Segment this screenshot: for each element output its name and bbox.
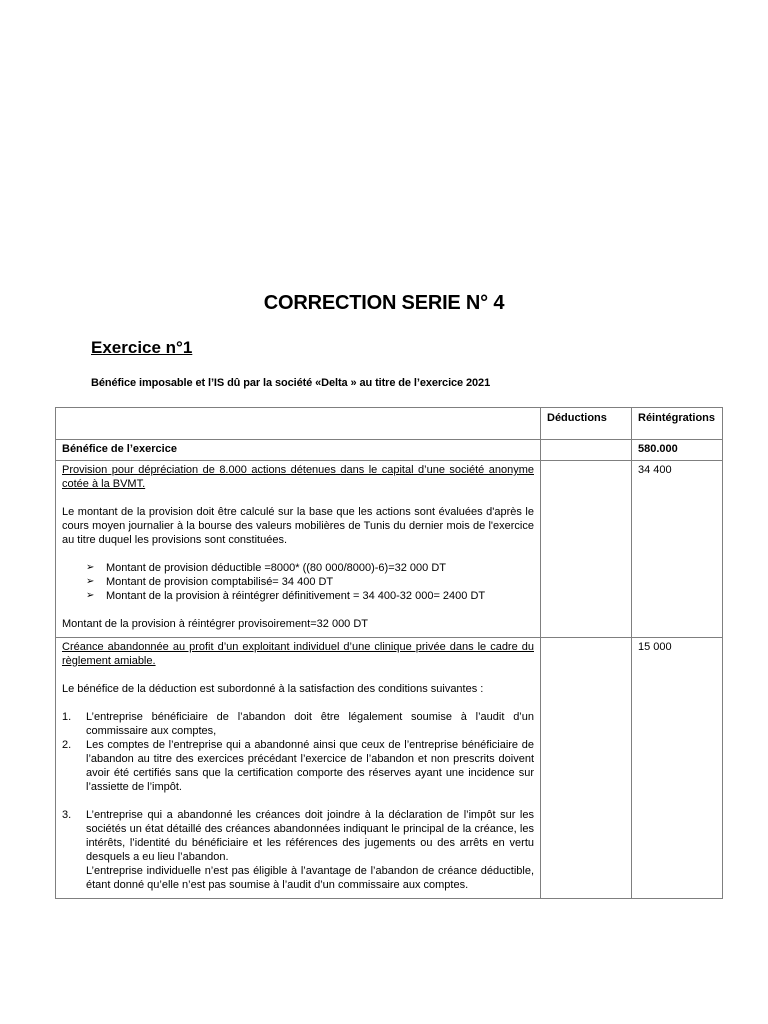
provision-footer: Montant de la provision à réintégrer provisoirement=32 000 DT <box>62 618 369 630</box>
arrow-bullet-icon: ➢ <box>86 576 95 587</box>
list-item: ➢ Montant de la provision à réintégrer définitivement = 34 400-32 000= 2400 DT <box>86 590 486 602</box>
benefice-label: Bénéfice de l’exercice <box>56 440 541 461</box>
creance-description-cell <box>56 638 541 899</box>
tax-correction-table <box>55 407 723 899</box>
creance-heading: Créance abandonnée au profit d’un exploitant individuel d’une clinique privée dans le cadre du règlement amiable. <box>62 641 534 667</box>
page-title: CORRECTION SERIE N° 4 <box>263 292 505 314</box>
list-item: 3. L’entreprise qui a abandonné les créances doit joindre à la déclaration de l’impôt sur les sociétés un état détaillé des créances abandonnées indiquant le principal de la créance, les intérêts, l’identité du bénéficiaire et les références des jugements ou des arrêts en vertu desquels a eu lieu l’abandon. L’entreprise individuelle n’est pas éligible à l’avantage de l’abandon de créance déductible, étant donné qu’elle n’est pas soumise à l’audit d’un commissaire aux comptes. <box>62 809 534 891</box>
list-item: ➢ Montant de provision déductible =8000* ((80 000/8000)-6)=32 000 DT <box>86 562 447 574</box>
list-item: 1. L’entreprise bénéficiaire de l’abandon doit être légalement soumise à l’audit d’un commissaire aux comptes, <box>62 711 534 737</box>
creance-conclusion: L’entreprise individuelle n’est pas éligible à l’avantage de l’abandon de créance déductible, étant donné qu’elle n’est pas soumise à l’audit d’un commissaire aux comptes. <box>86 865 534 891</box>
provision-paragraph: Le montant de la provision doit être calculé sur la base que les actions sont évaluées d'après le cours moyen journalier à la bourse des valeurs mobilières de Tunis du dernier mois de l'exercice au titre duquel les provisions sont constituées. <box>62 506 534 546</box>
header-deductions: Déductions <box>541 408 632 440</box>
creance-intro: Le bénéfice de la déduction est subordonné à la satisfaction des conditions suivantes : <box>62 683 484 695</box>
benefice-deduction <box>541 440 632 461</box>
creance-reintegration: 15 000 <box>632 638 723 899</box>
table-row-provision <box>56 461 723 638</box>
list-item: 2. Les comptes de l’entreprise qui a abandonné ainsi que ceux de l’entreprise bénéficiaire de l’abandon au titre des exercices précédant l’exercice de l’abandon et non prescrits doivent avoir été certifiés sans que la certification comporte des réserves ayant une incidence sur l’assiette de l’impôt. <box>62 739 534 793</box>
list-item: ➢ Montant de provision comptabilisé= 34 400 DT <box>86 576 334 588</box>
table-row-creance <box>56 638 723 899</box>
creance-deduction <box>541 638 632 899</box>
arrow-bullet-icon: ➢ <box>86 590 95 601</box>
table-row-benefice <box>56 440 723 461</box>
header-blank-cell <box>56 408 541 440</box>
provision-bullet-list <box>62 561 534 603</box>
provision-reintegration: 34 400 <box>632 461 723 638</box>
benefice-reintegration: 580.000 <box>632 440 723 461</box>
provision-deduction <box>541 461 632 638</box>
arrow-bullet-icon: ➢ <box>86 562 95 573</box>
provision-heading: Provision pour dépréciation de 8.000 actions détenues dans le capital d’une société anonyme cotée à la BVMT. <box>62 464 534 490</box>
table-header-row <box>56 408 723 440</box>
exercise-heading: Exercice n°1 <box>91 338 193 357</box>
provision-description-cell <box>56 461 541 638</box>
exercise-subtitle: Bénéfice imposable et l’IS dû par la société «Delta » au titre de l’exercice 2021 <box>91 377 491 389</box>
creance-conditions-list <box>62 710 534 892</box>
header-reintegrations: Réintégrations <box>632 408 723 440</box>
